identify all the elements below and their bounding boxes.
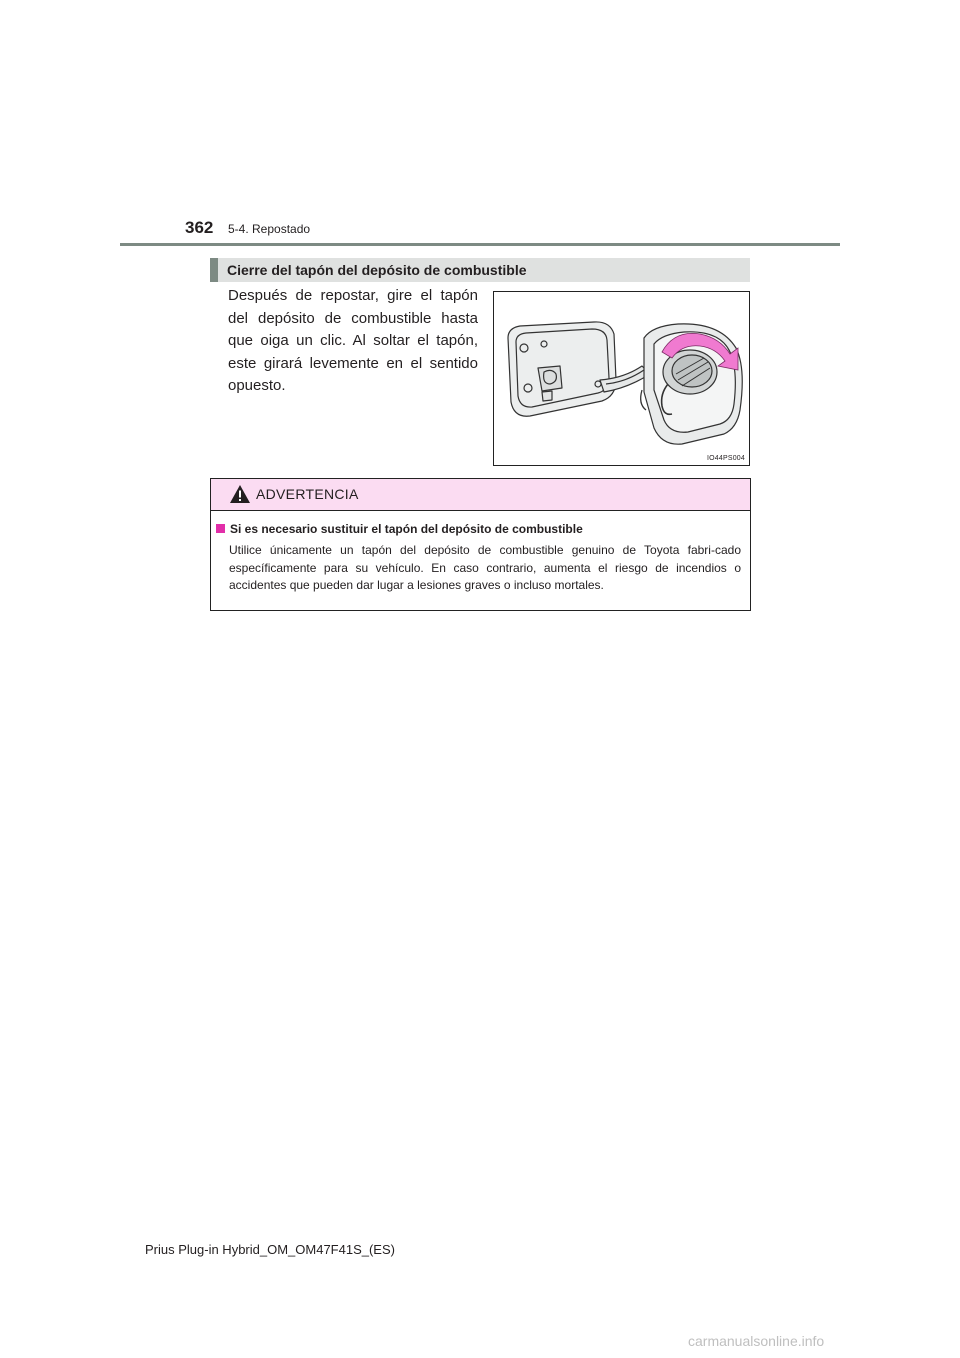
warning-box <box>210 478 751 611</box>
watermark: carmanualsonline.info <box>688 1333 825 1349</box>
heading-accent-bar <box>210 258 218 282</box>
figure-code: IO44PS004 <box>707 455 745 462</box>
warning-item-text: Utilice únicamente un tapón del depósito de combustible genuino de Toyota fabri-cado específicamente para su vehículo. En caso contrario, aumenta el riesgo de incendios o accidentes que pueden dar lugar a lesiones graves o incluso mortales. <box>229 543 741 592</box>
warning-header <box>211 479 750 511</box>
warning-triangle-icon <box>229 484 251 504</box>
header-rule <box>120 243 840 246</box>
warning-title: ADVERTENCIA <box>256 486 359 502</box>
fuel-cap-illustration <box>493 291 750 466</box>
fuel-door-drawing <box>494 292 749 465</box>
section-heading <box>210 258 750 282</box>
section-heading-title: Cierre del tapón del depósito de combustible <box>227 262 527 278</box>
page-number: 362 <box>185 218 214 237</box>
warning-item-title: Si es necesario sustituir el tapón del depósito de combustible <box>230 522 583 536</box>
body-paragraph: Después de repostar, gire el tapón del depósito de combustible hasta que oiga un clic. Al soltar el tapón, este girará levemente en el sentido opuesto. <box>228 287 478 394</box>
document-id: Prius Plug-in Hybrid_OM_OM47F41S_(ES) <box>145 1242 395 1257</box>
bullet-square-icon <box>216 524 225 533</box>
section-label: 5-4. Repostado <box>228 222 311 236</box>
